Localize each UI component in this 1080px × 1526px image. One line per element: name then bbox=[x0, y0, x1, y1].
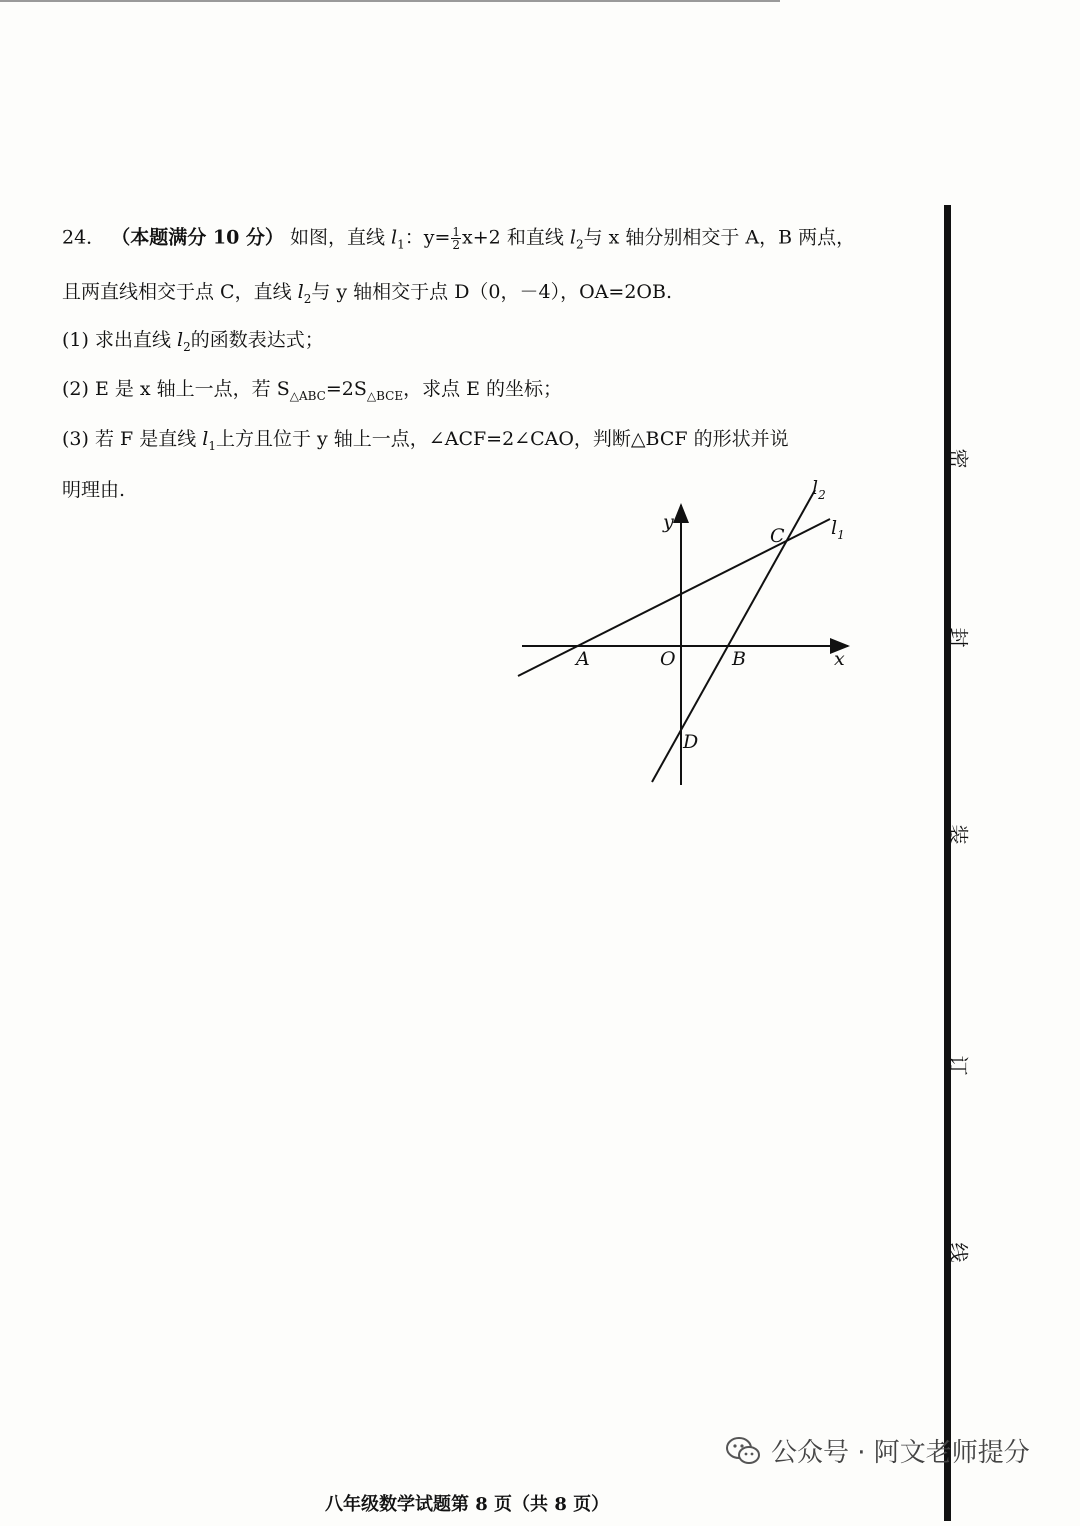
label-b: B bbox=[732, 648, 746, 670]
text-intro-b: 和直线 bbox=[506, 226, 564, 249]
part2-sub-abc: △ABC bbox=[289, 388, 326, 403]
problem-line-1 bbox=[62, 226, 855, 251]
binding-char-feng: 封 bbox=[946, 627, 971, 648]
l1-name-2: l bbox=[202, 428, 209, 450]
l2-sub-3: 2 bbox=[183, 339, 191, 354]
l1-eq-prefix: ：y= bbox=[404, 226, 451, 249]
label-d: D bbox=[683, 731, 699, 753]
label-x: x bbox=[834, 648, 845, 670]
fraction-half: $\frac{1}{2}$ bbox=[452, 225, 461, 252]
part3-text-a: (3) 若 F 是直线 bbox=[62, 428, 197, 450]
text-intro-a: 如图，直线 bbox=[289, 226, 385, 249]
page-footer: 八年级数学试题第 8 页（共 8 页） bbox=[325, 1494, 610, 1515]
part2-text-a: (2) E 是 x 轴上一点，若 S bbox=[62, 378, 290, 400]
l1-eq-suffix: x+2 bbox=[462, 226, 501, 249]
part-3-continued bbox=[62, 481, 125, 500]
wechat-icon bbox=[725, 1436, 761, 1466]
label-o: O bbox=[660, 648, 676, 670]
l2-sub: 2 bbox=[575, 237, 584, 252]
l1-sub-2: 1 bbox=[208, 438, 216, 453]
binding-char-xian: 线 bbox=[946, 1242, 971, 1263]
part3-text-c: 明理由. bbox=[62, 479, 126, 501]
part2-text-b: =2S bbox=[325, 378, 367, 400]
part-3 bbox=[62, 430, 789, 452]
l2-name: l bbox=[569, 226, 576, 249]
binding-char-mi: 密 bbox=[946, 448, 971, 469]
part2-text-c: ，求点 E 的坐标； bbox=[403, 378, 563, 400]
problem-line-2 bbox=[62, 283, 672, 305]
label-c: C bbox=[770, 525, 785, 547]
part1-text-b: 的函数表达式； bbox=[190, 329, 324, 351]
part1-text-a: (1) 求出直线 bbox=[62, 329, 171, 351]
binding-line bbox=[944, 205, 951, 1521]
binding-char-ding: 订 bbox=[946, 1055, 971, 1076]
l1-sub: 1 bbox=[397, 237, 405, 252]
part3-text-b: 上方且位于 y 轴上一点，∠ACF=2∠CAO，判断△BCF 的形状并说 bbox=[215, 428, 789, 450]
label-l1: $l_1$ bbox=[831, 517, 845, 542]
l2-name-3: l bbox=[177, 329, 184, 351]
watermark-text: 公众号 · 阿文老师提分 bbox=[771, 1438, 1030, 1468]
l1-name: l bbox=[391, 226, 398, 249]
l2-sub-2: 2 bbox=[303, 291, 312, 306]
coordinate-diagram bbox=[500, 470, 860, 790]
text-intro-c: 与 x 轴分别相交于 A，B 两点， bbox=[583, 226, 856, 249]
part2-sub-bce: △BCE bbox=[366, 388, 404, 403]
watermark bbox=[725, 1432, 1030, 1469]
problem-points: （本题满分 10 分） bbox=[111, 226, 284, 249]
scan-top-edge bbox=[0, 0, 780, 2]
problem-number: 24． bbox=[62, 226, 106, 249]
label-a: A bbox=[576, 648, 590, 670]
binding-char-zhuang: 装 bbox=[946, 824, 971, 845]
part-2 bbox=[62, 380, 562, 402]
line-l2 bbox=[652, 490, 815, 782]
l2-name-2: l bbox=[297, 281, 304, 303]
text-line2-a: 且两直线相交于点 C，直线 bbox=[62, 281, 292, 303]
label-l2: $l_2$ bbox=[812, 477, 826, 502]
label-y: y bbox=[663, 511, 674, 533]
part-1 bbox=[62, 331, 324, 353]
text-line2-b: 与 y 轴相交于点 D（0，－4），OA=2OB. bbox=[311, 281, 672, 303]
